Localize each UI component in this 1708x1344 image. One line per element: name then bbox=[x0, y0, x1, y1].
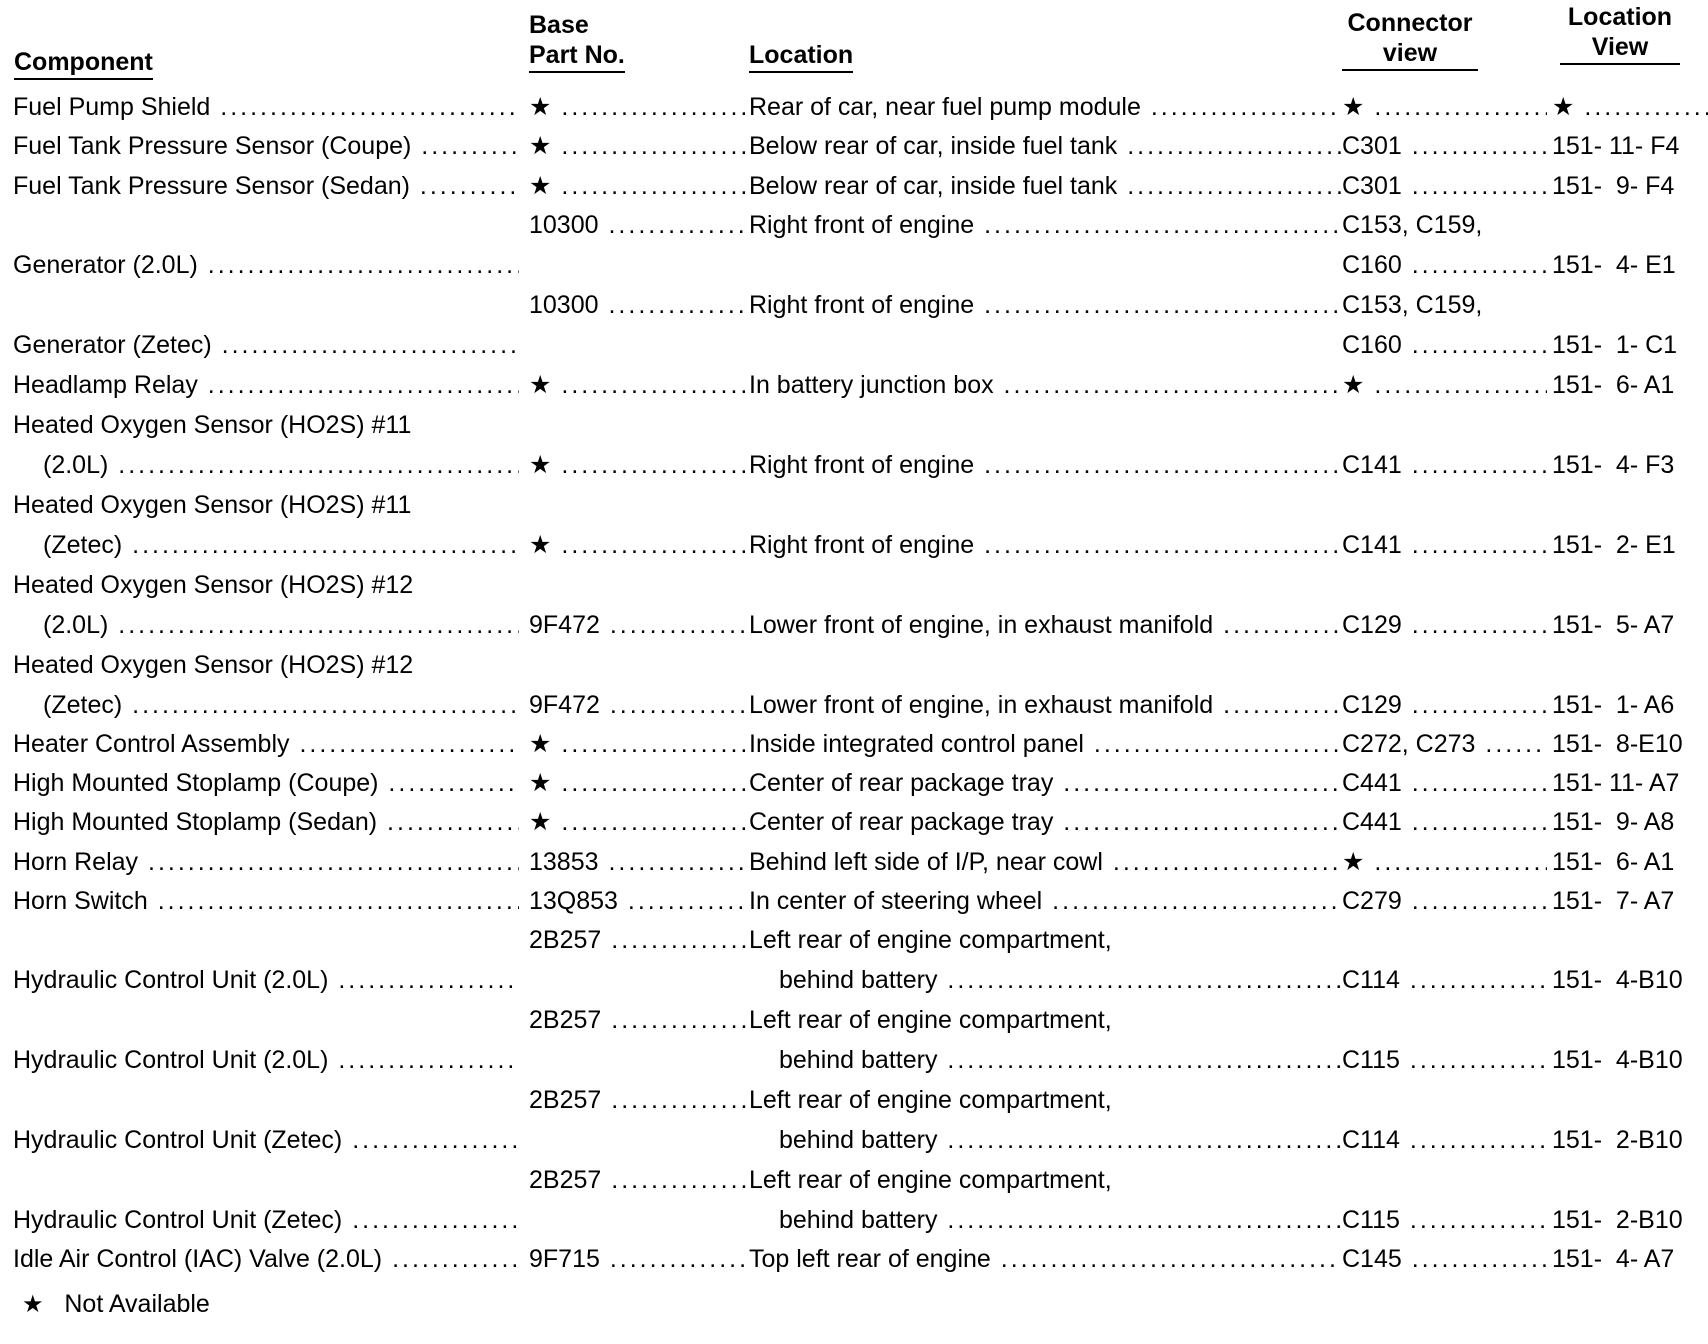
location-text: Right front of engine ..... bbox=[749, 290, 1341, 320]
component-name: Headlamp Relay ..... bbox=[13, 370, 519, 400]
connector-id: C301 ..... bbox=[1342, 131, 1547, 161]
location-text: Left rear of engine compartment, bbox=[749, 1086, 1112, 1114]
connector-id: C141 ..... bbox=[1342, 530, 1547, 560]
location-text: Lower front of engine, in exhaust manifold ..... bbox=[749, 690, 1341, 720]
location-view-ref: 151- 4- A7 bbox=[1552, 1245, 1675, 1273]
component-name: Hydraulic Control Unit (2.0L) ..... bbox=[13, 965, 519, 995]
location-text: Right front of engine ..... bbox=[749, 530, 1341, 560]
location-view-ref: 151- 2-B10 bbox=[1552, 1206, 1683, 1234]
location-view-ref: 151- 5- A7 bbox=[1552, 611, 1675, 639]
base-part-no: 13853 ..... bbox=[529, 847, 747, 877]
connector-id: C114 ..... bbox=[1342, 1125, 1547, 1155]
connector-id: C153, C159, bbox=[1342, 211, 1483, 239]
location-text-cont: behind battery ..... bbox=[779, 1205, 1341, 1235]
component-name: Horn Relay ..... bbox=[13, 847, 519, 877]
location-view-ref: 151- 4-B10 bbox=[1552, 966, 1683, 994]
location-text: Top left rear of engine ..... bbox=[749, 1244, 1341, 1274]
base-part-no: ★ ..... bbox=[529, 807, 747, 837]
location-text: In center of steering wheel ..... bbox=[749, 886, 1341, 916]
location-text: Center of rear package tray ..... bbox=[749, 768, 1341, 798]
location-text-cont: behind battery ..... bbox=[779, 1125, 1341, 1155]
component-name: Heated Oxygen Sensor (HO2S) #12 bbox=[13, 571, 414, 599]
connector-id: C114 ..... bbox=[1342, 965, 1547, 995]
base-part-no: 9F472 ..... bbox=[529, 690, 747, 720]
location-text: Left rear of engine compartment, bbox=[749, 926, 1112, 954]
connector-id: ★ ..... bbox=[1342, 847, 1547, 877]
location-text-cont: behind battery ..... bbox=[779, 1045, 1341, 1075]
base-part-no: 10300 ..... bbox=[529, 290, 747, 320]
connector-id-cont: C160 ..... bbox=[1342, 250, 1547, 280]
base-part-no: ★ ..... bbox=[529, 131, 747, 161]
footnote-text: Not Available bbox=[64, 1290, 210, 1318]
component-name: Heated Oxygen Sensor (HO2S) #11 bbox=[13, 411, 412, 439]
component-name-cont: (2.0L) ..... bbox=[43, 450, 519, 480]
location-text: Inside integrated control panel ..... bbox=[749, 729, 1341, 759]
component-name: Heater Control Assembly ..... bbox=[13, 729, 519, 759]
connector-id: C441 ..... bbox=[1342, 768, 1547, 798]
location-text: Lower front of engine, in exhaust manifold ..... bbox=[749, 610, 1341, 640]
base-part-no: 2B257 ..... bbox=[529, 1005, 747, 1035]
location-view-ref: 151- 2- E1 bbox=[1552, 531, 1676, 559]
component-name: Generator (Zetec) ..... bbox=[13, 330, 519, 360]
component-name-cont: (Zetec) ..... bbox=[43, 690, 519, 720]
location-view-ref: 151- 4- E1 bbox=[1552, 251, 1676, 279]
location-text-cont: behind battery ..... bbox=[779, 965, 1341, 995]
location-view-ref: ★ ..... bbox=[1552, 92, 1708, 122]
component-name-cont: (2.0L) ..... bbox=[43, 610, 519, 640]
component-name: Hydraulic Control Unit (Zetec) ..... bbox=[13, 1205, 519, 1235]
header-location: Location bbox=[749, 40, 853, 73]
component-name: Idle Air Control (IAC) Valve (2.0L) ..... bbox=[13, 1244, 519, 1274]
location-view-ref: 151- 6- A1 bbox=[1552, 848, 1675, 876]
component-name-cont: (Zetec) ..... bbox=[43, 530, 519, 560]
connector-id: C441 ..... bbox=[1342, 807, 1547, 837]
connector-id: ★ ..... bbox=[1342, 92, 1547, 122]
location-text: Right front of engine ..... bbox=[749, 210, 1341, 240]
connector-id: C115 ..... bbox=[1342, 1205, 1547, 1235]
base-part-no: 9F472 ..... bbox=[529, 610, 747, 640]
component-name: Fuel Tank Pressure Sensor (Coupe) ..... bbox=[13, 131, 519, 161]
location-view-ref: 151- 1- A6 bbox=[1552, 691, 1675, 719]
location-text: Left rear of engine compartment, bbox=[749, 1006, 1112, 1034]
base-part-no: ★ ..... bbox=[529, 530, 747, 560]
base-part-no: ★ ..... bbox=[529, 450, 747, 480]
connector-id: C115 ..... bbox=[1342, 1045, 1547, 1075]
component-name: Fuel Tank Pressure Sensor (Sedan) ..... bbox=[13, 171, 519, 201]
base-part-no: 2B257 ..... bbox=[529, 1165, 747, 1195]
footnote bbox=[22, 1289, 210, 1320]
location-view-ref: 151- 11- A7 bbox=[1552, 769, 1680, 797]
component-name: High Mounted Stoplamp (Coupe) ..... bbox=[13, 768, 519, 798]
location-text: Below rear of car, inside fuel tank ..... bbox=[749, 131, 1341, 161]
connector-id: C279 ..... bbox=[1342, 886, 1547, 916]
header-base-part: Base Part No. bbox=[529, 10, 625, 73]
location-text: Left rear of engine compartment, bbox=[749, 1166, 1112, 1194]
location-text: Right front of engine ..... bbox=[749, 450, 1341, 480]
connector-id: C145 ..... bbox=[1342, 1244, 1547, 1274]
location-text: Behind left side of I/P, near cowl ..... bbox=[749, 847, 1341, 877]
location-view-ref: 151- 2-B10 bbox=[1552, 1126, 1683, 1154]
location-view-ref: 151- 6- A1 bbox=[1552, 371, 1675, 399]
connector-id: C272, C273 ..... bbox=[1342, 729, 1547, 759]
component-name: High Mounted Stoplamp (Sedan) ..... bbox=[13, 807, 519, 837]
location-text: Center of rear package tray ..... bbox=[749, 807, 1341, 837]
star-icon: ★ bbox=[22, 1291, 44, 1318]
base-part-no: ★ ..... bbox=[529, 370, 747, 400]
header-component: Component bbox=[14, 47, 153, 80]
base-part-no: ★ ..... bbox=[529, 171, 747, 201]
base-part-no: 10300 ..... bbox=[529, 210, 747, 240]
connector-id: C301 ..... bbox=[1342, 171, 1547, 201]
location-text: In battery junction box ..... bbox=[749, 370, 1341, 400]
base-part-no: 13Q853 ..... bbox=[529, 886, 747, 916]
connector-id: C153, C159, bbox=[1342, 291, 1483, 319]
base-part-no: ★ ..... bbox=[529, 729, 747, 759]
location-text: Below rear of car, inside fuel tank ..... bbox=[749, 171, 1341, 201]
base-part-no: ★ ..... bbox=[529, 92, 747, 122]
connector-id: C129 ..... bbox=[1342, 690, 1547, 720]
connector-id-cont: C160 ..... bbox=[1342, 330, 1547, 360]
location-view-ref: 151- 4-B10 bbox=[1552, 1046, 1683, 1074]
connector-id: ★ ..... bbox=[1342, 370, 1547, 400]
base-part-no: 9F715 ..... bbox=[529, 1244, 747, 1274]
component-name: Heated Oxygen Sensor (HO2S) #12 bbox=[13, 651, 414, 679]
header-connector-view: Connector view bbox=[1342, 8, 1478, 71]
component-name: Hydraulic Control Unit (Zetec) ..... bbox=[13, 1125, 519, 1155]
location-view-ref: 151- 11- F4 bbox=[1552, 132, 1680, 160]
base-part-no: ★ ..... bbox=[529, 768, 747, 798]
base-part-no: 2B257 ..... bbox=[529, 925, 747, 955]
location-view-ref: 151- 8-E10 bbox=[1552, 730, 1683, 758]
location-view-ref: 151- 4- F3 bbox=[1552, 451, 1675, 479]
component-name: Generator (2.0L) ..... bbox=[13, 250, 519, 280]
location-view-ref: 151- 9- F4 bbox=[1552, 172, 1675, 200]
connector-id: C141 ..... bbox=[1342, 450, 1547, 480]
location-text: Rear of car, near fuel pump module ..... bbox=[749, 92, 1341, 122]
base-part-no: 2B257 ..... bbox=[529, 1085, 747, 1115]
header-location-view: Location View bbox=[1560, 2, 1680, 65]
location-view-ref: 151- 7- A7 bbox=[1552, 887, 1675, 915]
connector-id: C129 ..... bbox=[1342, 610, 1547, 640]
location-view-ref: 151- 1- C1 bbox=[1552, 331, 1678, 359]
location-view-ref: 151- 9- A8 bbox=[1552, 808, 1675, 836]
component-name: Heated Oxygen Sensor (HO2S) #11 bbox=[13, 491, 412, 519]
component-name: Horn Switch ..... bbox=[13, 886, 519, 916]
component-name: Fuel Pump Shield ..... bbox=[13, 92, 519, 122]
component-name: Hydraulic Control Unit (2.0L) ..... bbox=[13, 1045, 519, 1075]
